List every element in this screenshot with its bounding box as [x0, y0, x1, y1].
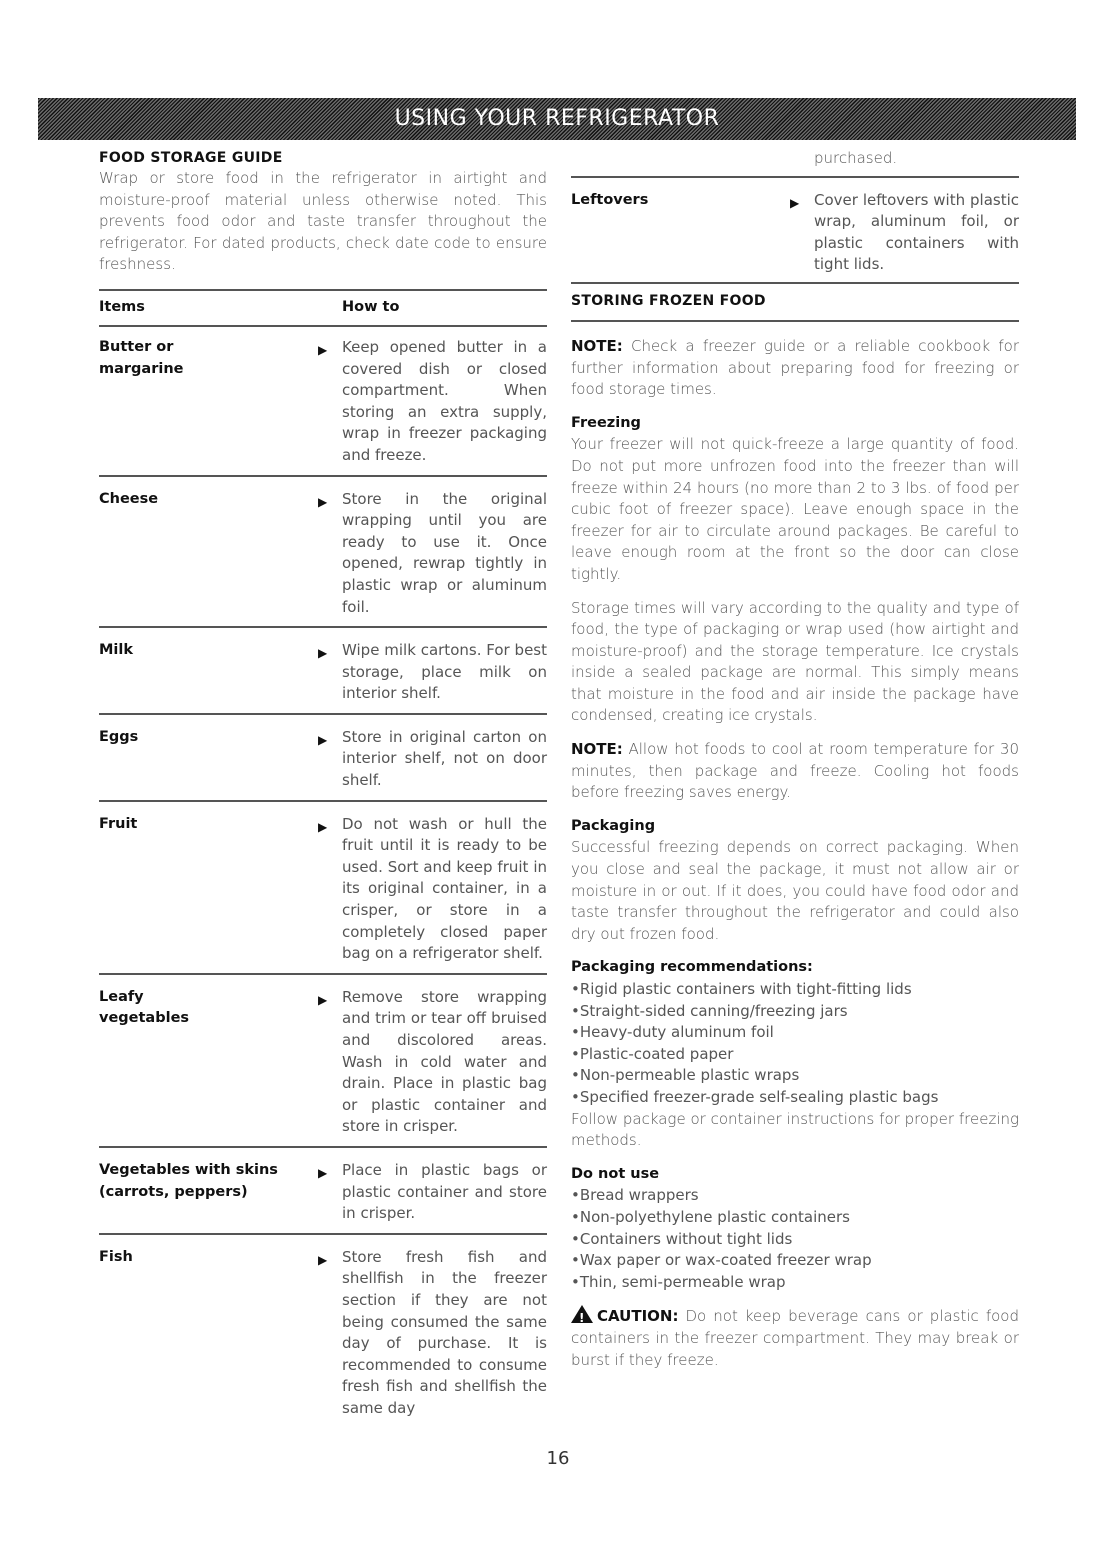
note-paragraph	[571, 336, 1019, 401]
item-description: Remove store wrapping and trim or tear off bruised and discolored areas. Wash in cold water and drain. Place in plastic bag or plastic container and store in crisper.	[342, 987, 547, 1136]
item-name: Eggs	[99, 728, 139, 745]
table-row	[571, 190, 1019, 276]
table-row	[99, 987, 547, 1138]
divider	[571, 282, 1019, 284]
table-row	[99, 1160, 547, 1225]
caution-label: CAUTION:	[597, 1307, 679, 1326]
arrow-icon: ▶	[318, 819, 328, 834]
divider	[99, 325, 547, 327]
item-description: Store in the original wrapping until you are ready to use it. Once opened, rewrap tightly in plastic wrap or aluminum foil.	[342, 489, 547, 616]
food-storage-intro: Wrap or store food in the refrigerator in airtight and moisture-proof material unless otherwise noted. This prevents food odor and taste transfer throughout the refrigerator. For dated products, check date code to ensure freshness.	[99, 169, 547, 274]
item-name: Cheese	[99, 490, 159, 507]
purchased-text: purchased.	[814, 149, 898, 167]
arrow-icon: ▶	[318, 646, 328, 661]
divider	[99, 1233, 547, 1235]
divider	[99, 1146, 547, 1148]
table-row	[99, 337, 547, 467]
table-header	[99, 291, 547, 325]
freezing-heading: Freezing	[571, 414, 641, 431]
list-item: •Specified freezer-grade self-sealing plastic bags	[571, 1087, 939, 1106]
divider	[99, 475, 547, 477]
divider	[571, 320, 1019, 322]
right-column	[571, 148, 1019, 1371]
item-description: Store in original carton on interior shelf, not on door shelf.	[342, 727, 547, 790]
caution-text: Do not keep beverage cans or plastic food containers in the freezer compartment. They may break or burst if they freeze.	[571, 1307, 1019, 1369]
arrow-icon: ▶	[318, 1252, 328, 1267]
item-description: Cover leftovers with plastic wrap, aluminum foil, or plastic containers with tight lids.	[814, 190, 1019, 274]
item-description: Place in plastic bags or plastic container and store in crisper.	[342, 1160, 547, 1223]
item-name: Butter or margarine	[99, 338, 184, 377]
do-not-use-list	[571, 1185, 1019, 1293]
freezing-paragraph: Your freezer will not quick-freeze a large quantity of food. Do not put more unfrozen food into the freezer than will freeze within 24 hours (no more than 2 to 3 lbs. of food per cubic foot of freezer space). Leave enough space in the freezer for air to circulate around packages. Be careful to leave enough room at the front so the door can close tightly.	[571, 435, 1019, 583]
table-row	[99, 727, 547, 792]
list-item: •Plastic-coated paper	[571, 1044, 734, 1063]
item-name: Milk	[99, 642, 134, 659]
list-item: •Containers without tight lids	[571, 1229, 793, 1248]
column-header-howto: How to	[342, 298, 400, 315]
table-row	[99, 640, 547, 705]
note-label: NOTE:	[571, 336, 623, 355]
recommendations-list	[571, 979, 1019, 1109]
frozen-food-heading: STORING FROZEN FOOD	[571, 292, 766, 309]
list-item: •Bread wrappers	[571, 1186, 699, 1205]
packaging-paragraph: Successful freezing depends on correct packaging. When you close and seal the package, it must not allow air or moisture in or out. If it does, you could have food odor and taste transfer throughout the refrigerator and could also dry out frozen food.	[571, 838, 1019, 943]
follow-instructions-text: Follow package or container instructions for proper freezing methods.	[571, 1109, 1019, 1150]
left-column	[99, 148, 547, 1420]
table-row	[99, 489, 547, 619]
list-item: •Wax paper or wax-coated freezer wrap	[571, 1251, 872, 1270]
list-item: •Thin, semi-permeable wrap	[571, 1272, 786, 1291]
arrow-icon: ▶	[318, 1165, 328, 1180]
note-label: NOTE:	[571, 740, 623, 759]
note-text: Allow hot foods to cool at room temperature for 30 minutes, then package and freeze. Cooling hot foods before freezing saves energy.	[571, 740, 1019, 802]
divider	[99, 973, 547, 975]
arrow-icon: ▶	[318, 992, 328, 1007]
column-header-items: Items	[99, 298, 145, 315]
divider	[99, 626, 547, 628]
item-description: Store fresh fish and shellfish in the freezer section if they are not being consumed the same day of purchase. It is recommended to consume fresh fish and shellfish the same day	[342, 1247, 547, 1417]
note-text: Check a freezer guide or a reliable cookbook for further information about preparing food for freezing or food storage times.	[571, 336, 1019, 399]
item-description: Wipe milk cartons. For best storage, place milk on interior shelf.	[342, 641, 547, 703]
packaging-recommendations-heading: Packaging recommendations:	[571, 959, 813, 976]
section-banner: USING YOUR REFRIGERATOR	[38, 98, 1076, 140]
note-paragraph	[571, 739, 1019, 804]
page-number: 16	[546, 1448, 570, 1469]
list-item: •Rigid plastic containers with tight-fitting lids	[571, 980, 912, 998]
item-name: Leafy vegetables	[99, 988, 190, 1027]
list-item: •Non-polyethylene plastic containers	[571, 1207, 850, 1226]
item-name: Fruit	[99, 815, 138, 832]
table-row	[99, 1247, 547, 1420]
item-name: Fish	[99, 1248, 133, 1265]
list-item: •Heavy-duty aluminum foil	[571, 1023, 774, 1042]
divider	[99, 713, 547, 715]
item-description: Do not wash or hull the fruit until it is ready to be used. Sort and keep fruit in its original container, in a crisper, or store in a completely closed paper bag on a refrigerator shelf.	[342, 814, 547, 963]
arrow-icon: ▶	[318, 494, 328, 509]
arrow-icon: ▶	[790, 195, 800, 210]
arrow-icon: ▶	[318, 342, 328, 357]
do-not-use-heading: Do not use	[571, 1165, 660, 1182]
item-name: Leftovers	[571, 191, 649, 208]
table-row	[99, 814, 547, 965]
storage-times-paragraph: Storage times will vary according to the quality and type of food, the type of packaging or wrap used (how airtight and moisture-proof) and the storage temperature. Ice crystals inside a sealed package are normal. This simply means that moisture in the food and air inside the package have condensed, creating ice crystals.	[571, 598, 1019, 725]
item-name: Vegetables with skins (carrots, peppers)	[99, 1161, 278, 1200]
caution-paragraph	[571, 1305, 1019, 1371]
divider	[99, 800, 547, 802]
list-item: •Straight-sided canning/freezing jars	[571, 1001, 848, 1020]
item-description: Keep opened butter in a covered dish or closed compartment. When storing an extra supply, wrap in freezer packaging and freeze.	[342, 337, 547, 464]
divider	[571, 176, 1019, 178]
arrow-icon: ▶	[318, 732, 328, 747]
list-item: •Non-permeable plastic wraps	[571, 1066, 800, 1085]
packaging-heading: Packaging	[571, 817, 656, 834]
warning-icon	[571, 1305, 593, 1323]
food-storage-heading: FOOD STORAGE GUIDE	[99, 150, 283, 166]
